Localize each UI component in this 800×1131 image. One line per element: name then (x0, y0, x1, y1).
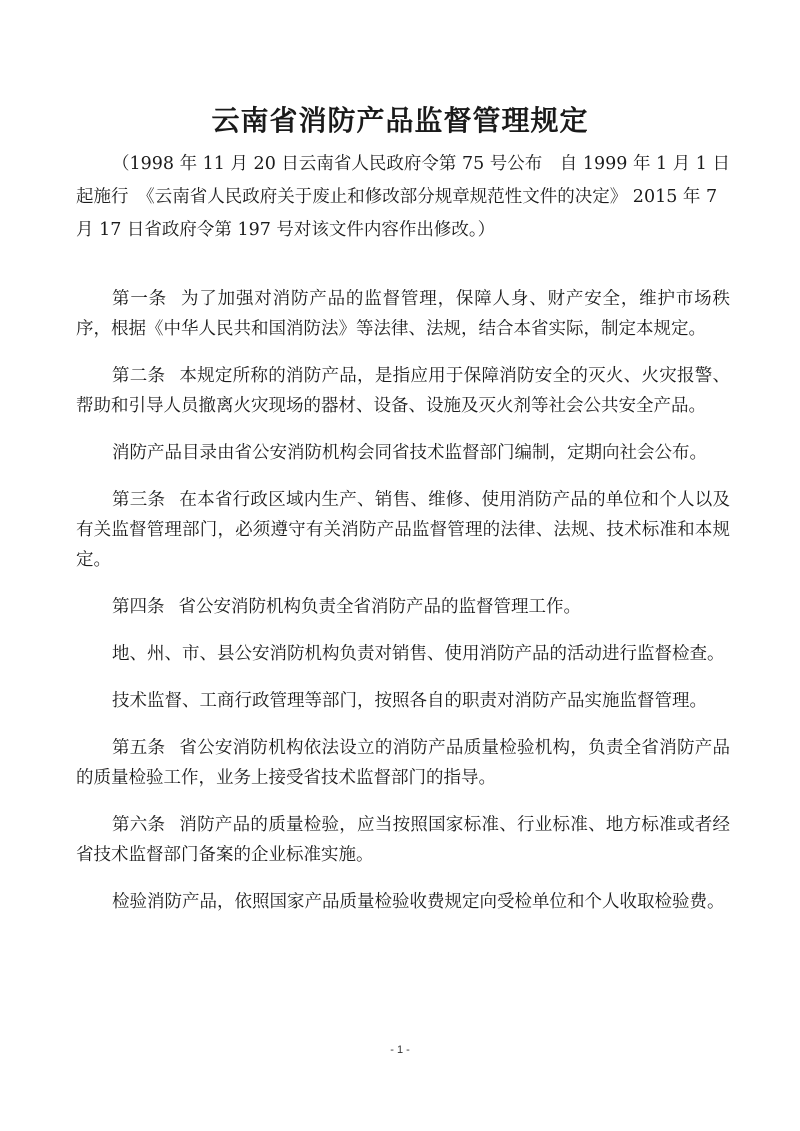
paragraph-text: 为了加强对消防产品的监督管理，保障人身、财产安全，维护市场秩序，根据《中华人民共和国消防法》等法律、法规，结合本省实际，制定本规定。 (76, 289, 730, 339)
article-number: 第六条 (112, 815, 166, 835)
paragraph-7 (76, 686, 730, 716)
paragraph-text: 消防产品的质量检验，应当按照国家标准、行业标准、地方标准或者经省技术监督部门备案的企业标准实施。 (76, 815, 731, 865)
article-number: 第一条 (112, 289, 167, 309)
article-number: 第三条 (112, 490, 166, 510)
paragraph-5 (76, 592, 730, 622)
article-number: 第五条 (112, 738, 166, 758)
paragraph-text: 地、州、市、县公安消防机构负责对销售、使用消防产品的活动进行监督检查。 (112, 644, 725, 664)
paragraph-text: 省公安消防机构依法设立的消防产品质量检验机构，负责全省消防产品的质量检验工作，业务上接受省技术监督部门的指导。 (76, 738, 731, 788)
article-number: 第二条 (112, 366, 166, 386)
document-body (76, 284, 730, 934)
page-number: - 1 - (390, 1044, 410, 1056)
paragraph-8 (76, 733, 730, 793)
paragraph-1 (76, 284, 730, 344)
article-number: 第四条 (112, 597, 165, 617)
paragraph-4 (76, 485, 730, 575)
document-title: 云南省消防产品监督管理规定 (211, 104, 589, 137)
paragraph-text: 检验消防产品，依照国家产品质量检验收费规定向受检单位和个人收取检验费。 (112, 892, 725, 912)
paragraph-text: 消防产品目录由省公安消防机构会同省技术监督部门编制，定期向社会公布。 (112, 443, 707, 463)
document-subtitle: （1998 年 11 月 20 日云南省人民政府令第 75 号公布 自 1999 年 1 月 1 日起施行 《云南省人民政府关于废止和修改部分规章规范性文件的决定》 2015 年 7 月 17 日省政府令第 197 号对该文件内容作出修改。） (76, 154, 730, 240)
paragraph-9 (76, 810, 730, 870)
paragraph-text: 在本省行政区域内生产、销售、维修、使用消防产品的单位和个人以及有关监督管理部门，必须遵守有关消防产品监督管理的法律、法规、技术标准和本规定。 (76, 490, 731, 570)
paragraph-2 (76, 361, 730, 421)
paragraph-text: 省公安消防机构负责全省消防产品的监督管理工作。 (178, 597, 581, 617)
paragraph-text: 技术监督、工商行政管理等部门，按照各自的职责对消防产品实施监督管理。 (112, 691, 707, 711)
paragraph-3 (76, 438, 730, 468)
paragraph-10 (76, 887, 730, 917)
paragraph-text: 本规定所称的消防产品，是指应用于保障消防安全的灭火、火灾报警、帮助和引导人员撤离火灾现场的器材、设备、设施及灭火剂等社会公共安全产品。 (76, 366, 731, 416)
paragraph-6 (76, 639, 730, 669)
